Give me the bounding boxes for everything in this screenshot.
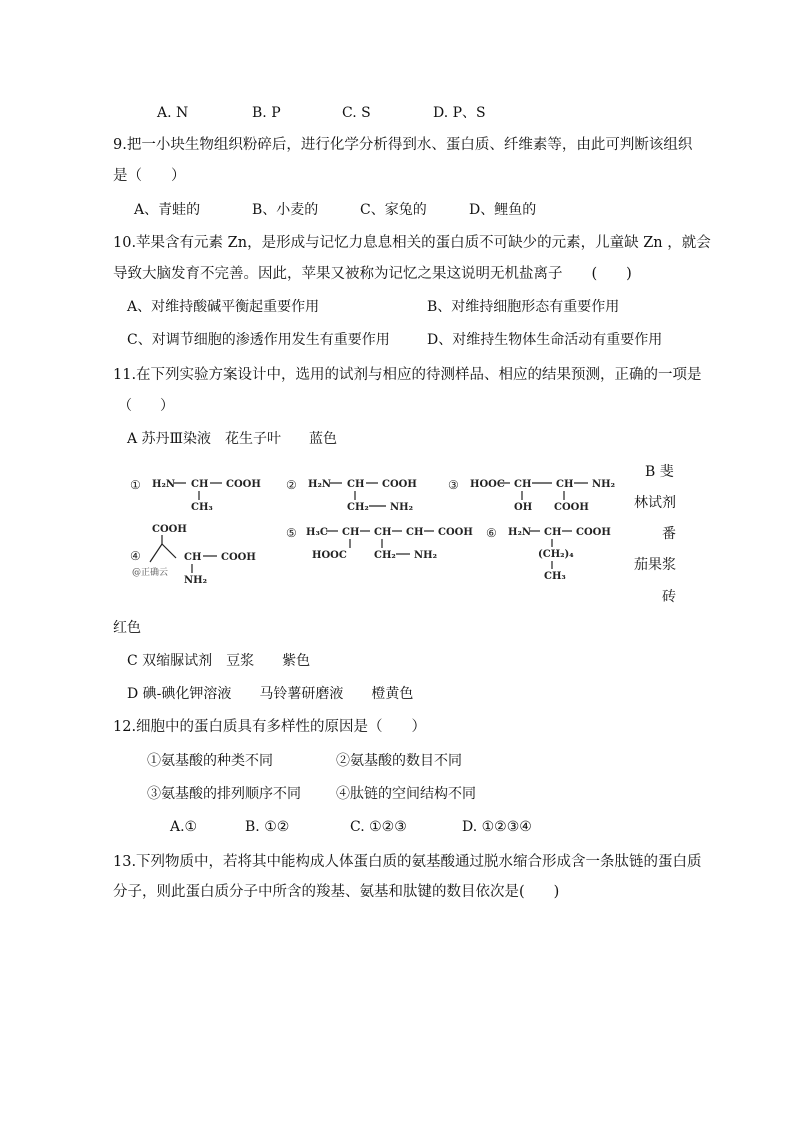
watermark: @正确云 (132, 568, 169, 578)
option-c: C. S (342, 105, 371, 121)
option-a: A、对维持酸碱平衡起重要作用 (127, 299, 320, 315)
option-b-part: 番 (662, 526, 676, 542)
option-d: D、鲤鱼的 (469, 202, 537, 218)
structure-4-carbon: CH (184, 552, 202, 563)
option-b-part: 砖 (662, 589, 676, 605)
option-b-part: 茄果浆 (634, 557, 676, 573)
structure-2-carbon: CH (347, 479, 365, 490)
question-10-line-1: 10.苹果含有元素 Zn，是形成与记忆力息息相关的蛋白质不可缺少的元素，儿童缺 Zn ，就会 (113, 235, 711, 251)
structure-5-right: COOH (438, 527, 473, 538)
question-13-line-1: 13.下列物质中，若将其中能构成人体蛋白质的氨基酸通过脱水缩合形成含一条肽链的蛋白质 (113, 854, 702, 870)
question-11-line-1: 11.在下列实验方案设计中，选用的试剂与相应的待测样品、相应的结果预测，正确的一项是 (113, 367, 702, 383)
structure-3-left: HOOC (470, 479, 505, 490)
option-d: D. ①②③④ (462, 819, 532, 835)
option-b-part: 林试剂 (634, 495, 676, 511)
structure-5-carbon-1: CH (342, 527, 360, 538)
question-11-line-2: （ ） (118, 398, 174, 414)
structure-1-sub: CH₃ (191, 502, 213, 513)
statement-1: ①氨基酸的种类不同 (147, 753, 273, 769)
structure-6-label: ⑥ (486, 526, 497, 540)
amino-acid-structures-image (126, 462, 678, 588)
structure-5-label: ⑤ (286, 526, 297, 540)
structure-1-label: ① (130, 478, 141, 492)
option-a: A、青蛙的 (134, 202, 201, 218)
option-a: A 苏丹Ⅲ染液 花生子叶 蓝色 (127, 431, 338, 447)
structure-4-sub: NH₂ (184, 575, 207, 586)
structure-6-right: COOH (576, 527, 611, 538)
option-b-end: 红色 (113, 620, 141, 636)
statement-4: ④肽链的空间结构不同 (336, 786, 476, 802)
option-d: D 碘-碘化钾溶液 马铃薯研磨液 橙黄色 (127, 686, 414, 702)
question-12-stem: 12.细胞中的蛋白质具有多样性的原因是（ ） (113, 719, 427, 735)
question-9-line-2: 是（ ） (113, 168, 186, 184)
option-a: A.① (170, 819, 198, 835)
structure-1-right: COOH (226, 479, 261, 490)
option-b: B. ①② (245, 819, 290, 835)
structure-4-top: COOH (152, 524, 187, 535)
structure-4-right: COOH (221, 552, 256, 563)
structure-2-label: ② (286, 478, 297, 492)
structure-1-left: H₂N (152, 479, 175, 490)
structure-2-left: H₂N (308, 479, 331, 490)
question-13-line-2: 分子，则此蛋白质分子中所含的羧基、氨基和肽键的数目依次是( ) (113, 884, 560, 900)
structure-3-carbon-2: CH (556, 479, 574, 490)
structure-5-sub-1: HOOC (312, 550, 347, 561)
structure-6-sub: (CH₂)₄ (538, 549, 574, 560)
structure-1-carbon: CH (191, 479, 209, 490)
structure-5-carbon-2: CH (374, 527, 392, 538)
structure-4-label: ④ (130, 549, 141, 563)
option-b-part: B 斐 (645, 464, 674, 480)
structure-5-left: H₃C (306, 527, 328, 538)
structure-2-sub: CH₂ (347, 502, 369, 513)
structure-2-sub-right: NH₂ (390, 502, 413, 513)
option-c: C. ①②③ (350, 819, 407, 835)
option-a: A. N (157, 105, 189, 121)
option-c: C、对调节细胞的渗透作用发生有重要作用 (127, 332, 390, 348)
structure-2-right: COOH (382, 479, 417, 490)
structure-5-carbon-3: CH (406, 527, 424, 538)
statement-2: ②氨基酸的数目不同 (336, 753, 462, 769)
structure-6-left: H₂N (508, 527, 531, 538)
option-b: B、小麦的 (252, 202, 319, 218)
structure-5-sub-2-right: NH₂ (414, 550, 437, 561)
structure-3-sub-1: OH (514, 502, 533, 513)
structure-6-sub-2: CH₃ (544, 571, 566, 582)
structure-6-carbon: CH (544, 527, 562, 538)
option-c: C、家兔的 (360, 202, 427, 218)
structure-3-carbon-1: CH (514, 479, 532, 490)
statement-3: ③氨基酸的排列顺序不同 (147, 786, 301, 802)
option-b: B. P (252, 105, 281, 121)
structure-5-sub-2: CH₂ (374, 550, 396, 561)
question-10-line-2: 导致大脑发育不完善。因此，苹果又被称为记忆之果这说明无机盐离子 ( ) (113, 266, 632, 282)
question-9-line-1: 9.把一小块生物组织粉碎后，进行化学分析得到水、蛋白质、纤维素等，由此可判断该组织 (113, 137, 693, 153)
structure-3-right: NH₂ (592, 479, 615, 490)
structure-3-sub-2: COOH (554, 502, 589, 513)
option-d: D、对维持生物体生命活动有重要作用 (427, 332, 663, 348)
structure-3-label: ③ (448, 478, 459, 492)
option-c: C 双缩脲试剂 豆浆 紫色 (127, 653, 311, 669)
option-d: D. P、S (433, 105, 486, 121)
option-b: B、对维持细胞形态有重要作用 (427, 299, 620, 315)
